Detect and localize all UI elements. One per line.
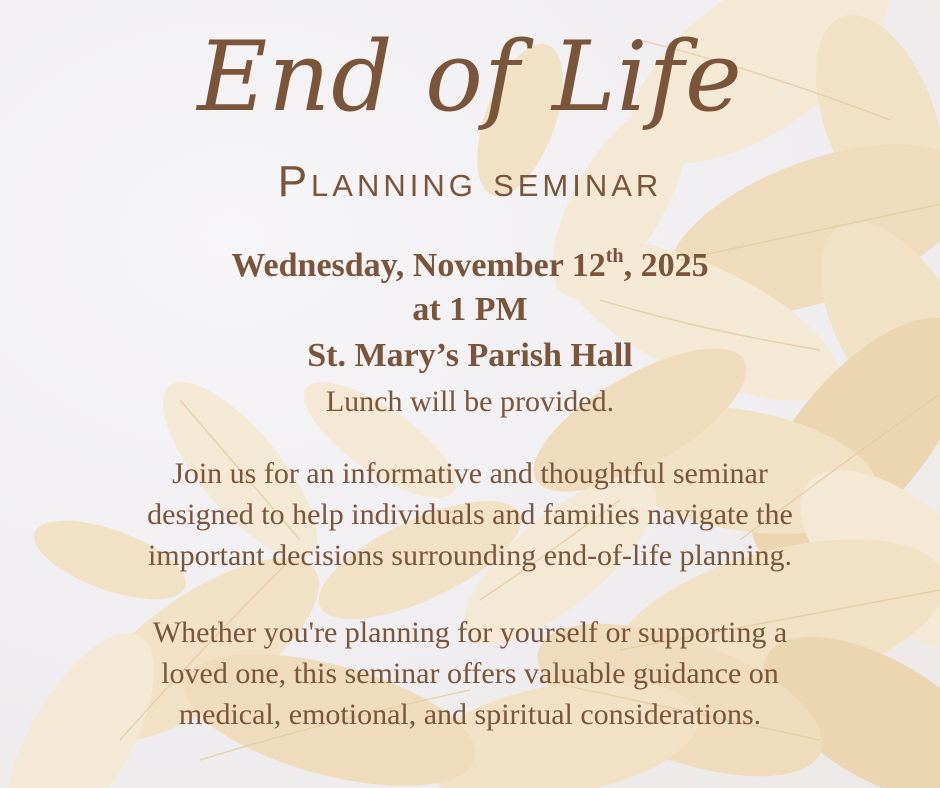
description-paragraph-2 [0,612,940,735]
event-date-year: , 2025 [623,247,709,284]
paragraph-line: Join us for an informative and thoughtful seminar [172,457,768,490]
event-date-prefix: Wednesday, November 12 [231,247,606,284]
event-date [0,244,940,288]
script-title: End of Life [197,21,743,133]
seminar-subtitle: Planning seminar [277,157,663,206]
event-date-ordinal: th [605,245,624,267]
paragraph-line: medical, emotional, and spiritual considerations. [178,698,762,731]
lunch-note: Lunch will be provided. [325,385,615,418]
description-paragraph-1 [0,453,940,576]
event-venue: St. Mary’s Parish Hall [307,337,633,374]
paragraph-line: loved one, this seminar offers valuable guidance on [161,657,779,690]
event-time: at 1 PM [412,291,528,328]
paragraph-line: designed to help individuals and families navigate the [147,498,793,531]
paragraph-line: Whether you're planning for yourself or supporting a [152,616,788,649]
paragraph-line: important decisions surrounding end-of-life planning. [147,539,793,572]
